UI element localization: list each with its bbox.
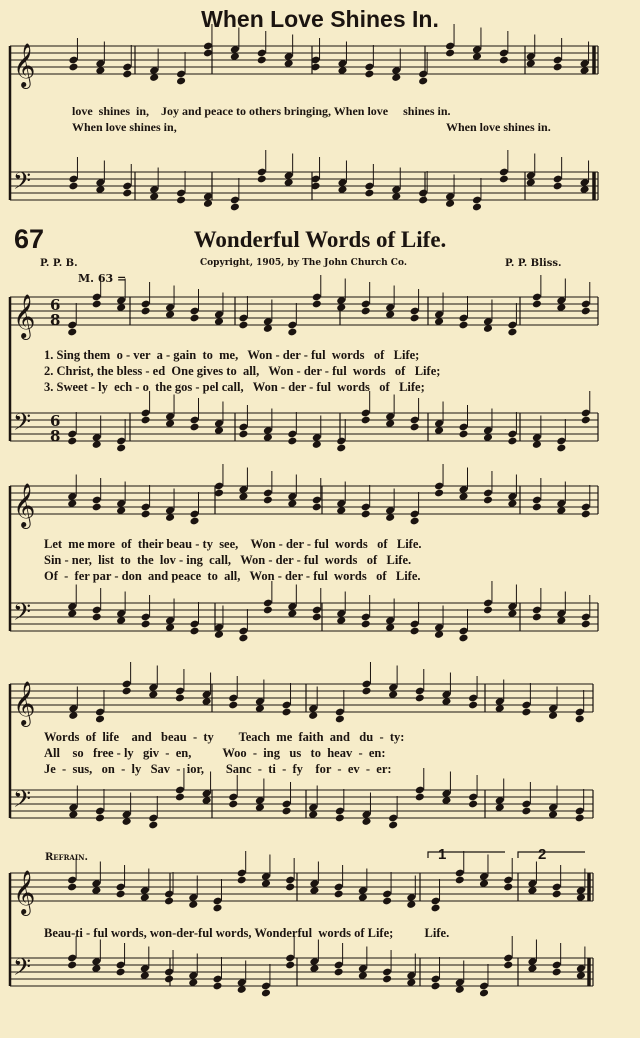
note-head	[141, 307, 151, 316]
note-head	[458, 321, 468, 330]
copyright-notice: Copyright, 1905, by The John Church Co.	[200, 258, 407, 268]
note-head	[455, 876, 465, 885]
bass-clef: 𝄢	[13, 785, 32, 818]
time-signature: 8	[50, 311, 61, 329]
note-head	[261, 989, 271, 998]
composer-name: P. P. Bliss.	[505, 258, 562, 269]
note-head	[336, 444, 346, 453]
note-head	[507, 437, 517, 446]
note-head	[175, 793, 185, 802]
note-head	[116, 968, 126, 977]
note-head	[556, 444, 566, 453]
note-head	[388, 821, 398, 830]
note-head	[430, 904, 440, 913]
note-head	[418, 196, 428, 205]
note-head	[189, 627, 199, 636]
refrain-lyric-line: Beau-ti - ful words, won-der-ful words, Wonderful words of Life; Life.	[44, 926, 450, 940]
note-head	[415, 793, 425, 802]
note-head	[257, 56, 267, 65]
time-signature: 6	[50, 296, 61, 314]
prev-lyric-line: When love shines in,	[72, 120, 177, 134]
note-head	[575, 814, 585, 823]
note-head	[382, 897, 392, 906]
note-head	[164, 897, 174, 906]
note-head	[92, 613, 102, 622]
note-head	[552, 890, 562, 899]
note-head	[228, 800, 238, 809]
note-head	[285, 961, 295, 970]
note-head	[361, 620, 371, 629]
second-ending-number: 2	[538, 846, 547, 863]
note-head	[141, 416, 151, 425]
note-head	[67, 883, 77, 892]
note-head	[335, 814, 345, 823]
note-head	[430, 982, 440, 991]
note-head	[553, 182, 563, 191]
note-head	[581, 416, 591, 425]
note-head	[575, 715, 585, 724]
verse-line: Words of life and beau - ty Teach me faith and du - ty:	[44, 730, 405, 744]
note-head	[499, 56, 509, 65]
hymn-number: 67	[14, 224, 45, 254]
note-head	[361, 416, 371, 425]
note-head	[116, 890, 126, 899]
note-head	[410, 627, 420, 636]
note-head	[67, 961, 77, 970]
bass-clef: 𝄢	[13, 408, 32, 441]
note-head	[122, 687, 132, 696]
note-head	[499, 175, 509, 184]
verse-line: 3. Sweet - ly ech - o the gos - pel call, Won - der - ful words of Life;	[44, 380, 425, 394]
note-head	[212, 982, 222, 991]
verse-line: All so free - ly giv - en, Woo - ing us to heav - en:	[44, 746, 386, 760]
note-head	[364, 189, 374, 198]
note-head	[67, 328, 77, 337]
note-head	[334, 968, 344, 977]
note-head	[122, 189, 132, 198]
time-signature: 8	[50, 427, 61, 445]
note-head	[581, 510, 591, 519]
first-ending-bracket	[428, 852, 505, 858]
note-head	[212, 904, 222, 913]
note-head	[483, 496, 493, 505]
note-head	[503, 883, 513, 892]
note-head	[285, 883, 295, 892]
note-head	[68, 182, 78, 191]
verse-line: Of - fer par - don and peace to all, Won - der - ful words of Life.	[44, 569, 421, 583]
verse-line: 2. Christ, the bless - ed One gives to all, Won - der - ful words of Life;	[44, 364, 441, 378]
first-ending-number: 1	[438, 846, 447, 863]
note-head	[92, 503, 102, 512]
note-head	[410, 423, 420, 432]
note-head	[418, 77, 428, 86]
note-head	[122, 70, 132, 79]
note-head	[552, 968, 562, 977]
metronome-marking: M. 63 =	[78, 272, 127, 285]
note-head	[581, 620, 591, 629]
note-head	[361, 687, 371, 696]
note-head	[67, 437, 77, 446]
note-head	[312, 613, 322, 622]
note-head	[382, 975, 392, 984]
note-head	[176, 77, 186, 86]
bass-clef: 𝄢	[13, 953, 32, 986]
note-head	[479, 989, 489, 998]
note-head	[238, 634, 248, 643]
treble-clef: 𝄞	[13, 43, 36, 87]
note-head	[312, 300, 322, 309]
note-head	[237, 876, 247, 885]
note-head	[176, 196, 186, 205]
note-head	[257, 175, 267, 184]
hymn-title: Wonderful Words of Life.	[193, 227, 447, 252]
prev-lyric-line: love shines in, Joy and peace to others bringing, When love shines in.	[72, 104, 451, 118]
bass-clef: 𝄢	[13, 598, 32, 631]
treble-clef: 𝄞	[13, 294, 36, 338]
note-head	[532, 300, 542, 309]
note-head	[238, 321, 248, 330]
note-head	[581, 307, 591, 316]
note-head	[361, 307, 371, 316]
note-head	[68, 63, 78, 72]
note-head	[458, 430, 468, 439]
note-head	[141, 510, 151, 519]
verse-line: Sin - ner, list to the lov - ing call, Won - der - ful words of Life.	[44, 553, 412, 567]
note-head	[483, 606, 493, 615]
note-head	[521, 807, 531, 816]
verse-line: 1. Sing them o - ver a - gain to me, Won - der - ful words of Life;	[44, 348, 420, 362]
verse-line: Let me more of their beau - ty see, Won - der - ful words of Life.	[44, 537, 422, 551]
treble-clef: 𝄞	[13, 681, 36, 725]
note-head	[164, 975, 174, 984]
note-head	[415, 694, 425, 703]
note-head	[434, 489, 444, 498]
lyricist-initials: P. P. B.	[40, 258, 78, 269]
second-ending-bracket	[518, 852, 585, 858]
note-head	[468, 800, 478, 809]
note-head	[281, 807, 291, 816]
note-head	[521, 708, 531, 717]
note-head	[503, 961, 513, 970]
note-head	[553, 63, 563, 72]
note-head	[468, 701, 478, 710]
note-head	[189, 517, 199, 526]
note-head	[532, 613, 542, 622]
note-head	[364, 70, 374, 79]
refrain-label: Refrain.	[45, 852, 89, 863]
note-head	[175, 694, 185, 703]
bass-clef: 𝄢	[13, 167, 32, 200]
note-head	[189, 423, 199, 432]
note-head	[228, 701, 238, 710]
note-head	[532, 503, 542, 512]
note-head	[189, 314, 199, 323]
note-head	[335, 715, 345, 724]
note-head	[410, 517, 420, 526]
note-head	[312, 503, 322, 512]
note-head	[410, 314, 420, 323]
note-head	[95, 715, 105, 724]
note-head	[263, 496, 273, 505]
note-head	[287, 437, 297, 446]
verse-line: Je - sus, on - ly Sav - ior, Sanc - ti - fy for - ev - er:	[44, 762, 392, 776]
note-head	[148, 821, 158, 830]
note-head	[141, 620, 151, 629]
note-head	[507, 328, 517, 337]
previous-hymn-title: When Love Shines In.	[201, 6, 439, 32]
note-head	[445, 49, 455, 58]
note-head	[238, 430, 248, 439]
note-head	[287, 328, 297, 337]
note-head	[334, 890, 344, 899]
prev-lyric-line: When love shines in.	[446, 120, 551, 134]
note-head	[281, 708, 291, 717]
note-head	[230, 203, 240, 212]
note-head	[92, 300, 102, 309]
note-head	[95, 814, 105, 823]
note-head	[263, 606, 273, 615]
treble-clef: 𝄞	[13, 870, 36, 914]
note-head	[116, 444, 126, 453]
time-signature: 6	[50, 412, 61, 430]
treble-clef: 𝄞	[13, 483, 36, 527]
note-head	[458, 634, 468, 643]
note-head	[472, 203, 482, 212]
note-head	[361, 510, 371, 519]
